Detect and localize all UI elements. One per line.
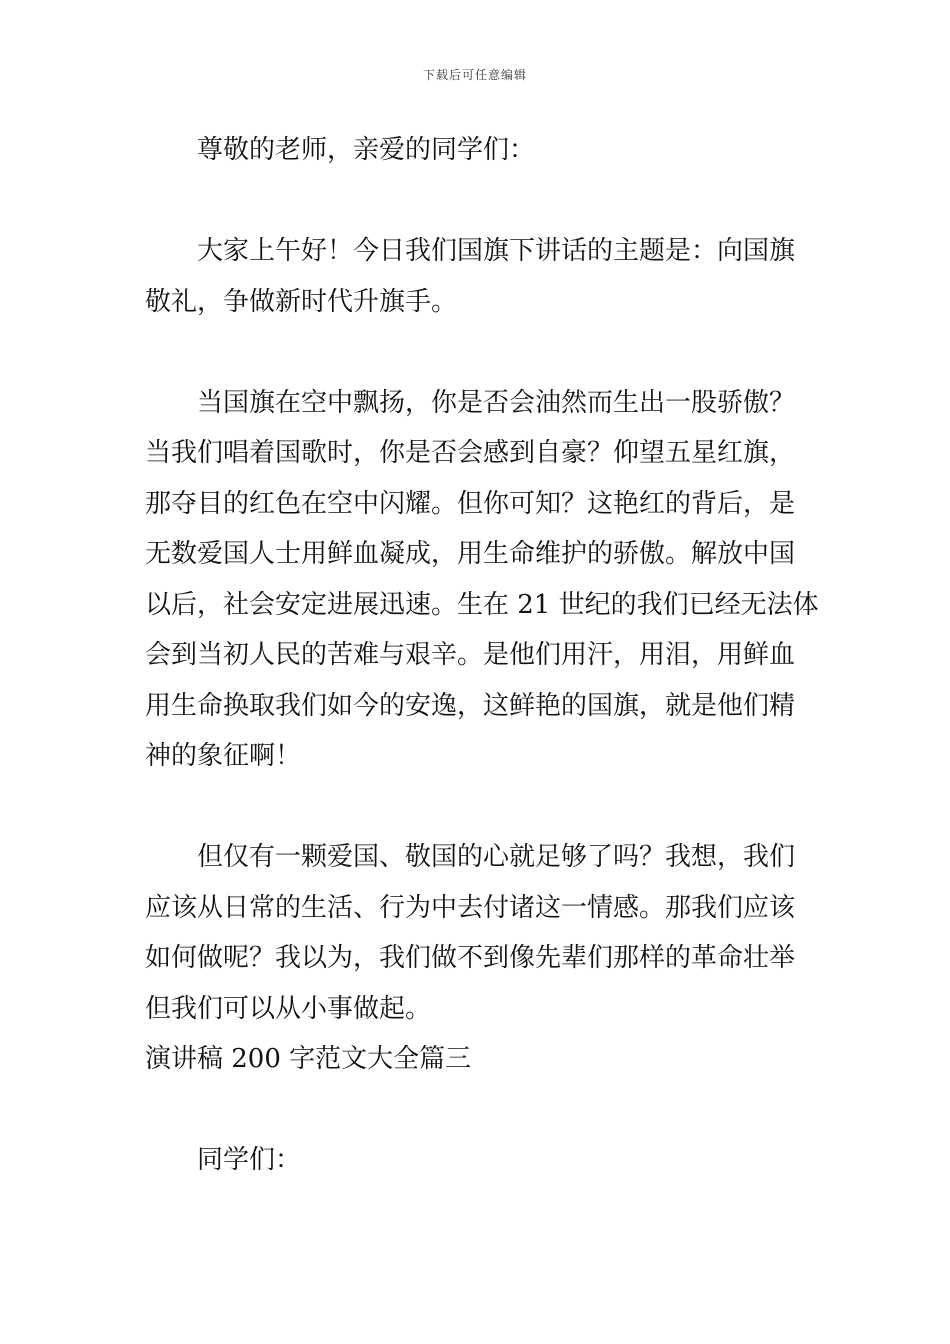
paragraph-spacer bbox=[145, 327, 810, 378]
text-line: 当国旗在空中飘扬，你是否会油然而生出一股骄傲？ bbox=[197, 387, 796, 418]
text-line: 会到当初人民的苦难与艰辛。是他们用汗，用泪，用鲜血 bbox=[145, 640, 796, 670]
paragraph-spacer bbox=[145, 176, 810, 227]
text-line: 用生命换取我们如今的安逸，这鲜艳的国旗，就是他们精 bbox=[145, 690, 796, 721]
text-line: 以后，社会安定进展迅速。生在 21 世纪的我们已经无法体 bbox=[145, 589, 819, 620]
text-line: 当我们唱着国歌时，你是否会感到自豪？仰望五星红旗， bbox=[145, 438, 796, 468]
text-line: 大家上午好！今日我们国旗下讲话的主题是：向国旗 bbox=[197, 236, 796, 266]
greeting-line: 尊敬的老师，亲爱的同学们： bbox=[197, 135, 536, 165]
text-line: 如何做呢？我以为，我们做不到像先辈们那样的革命壮举 bbox=[145, 943, 796, 973]
greeting-paragraph bbox=[145, 125, 810, 176]
text-line: 神的象征啊！ bbox=[145, 741, 302, 771]
paragraph-3 bbox=[145, 832, 810, 1034]
greeting-line-2: 同学们： bbox=[197, 1145, 302, 1175]
text-line: 但仅有一颗爱国、敬国的心就足够了吗？我想，我们 bbox=[197, 842, 796, 872]
greeting-paragraph-2 bbox=[145, 1135, 810, 1186]
text-line: 那夺目的红色在空中闪耀。但你可知？这艳红的背后，是 bbox=[145, 488, 796, 519]
text-line: 但我们可以从小事做起。 bbox=[145, 993, 432, 1024]
text-line: 应该从日常的生活、行为中去付诸这一情感。那我们应该 bbox=[145, 892, 796, 923]
section-title-text: 演讲稿 200 字范文大全篇三 bbox=[145, 1044, 472, 1074]
section-title bbox=[145, 1034, 810, 1085]
text-line: 无数爱国人士用鲜血凝成，用生命维护的骄傲。解放中国 bbox=[145, 539, 796, 569]
paragraph-spacer bbox=[145, 1085, 810, 1136]
header-note: 下载后可任意编辑 bbox=[422, 68, 527, 82]
paragraph-2 bbox=[145, 378, 819, 782]
paragraph-1 bbox=[145, 226, 810, 327]
document-body bbox=[145, 125, 819, 1186]
paragraph-spacer bbox=[145, 782, 810, 833]
text-line: 敬礼，争做新时代升旗手。 bbox=[145, 286, 458, 317]
